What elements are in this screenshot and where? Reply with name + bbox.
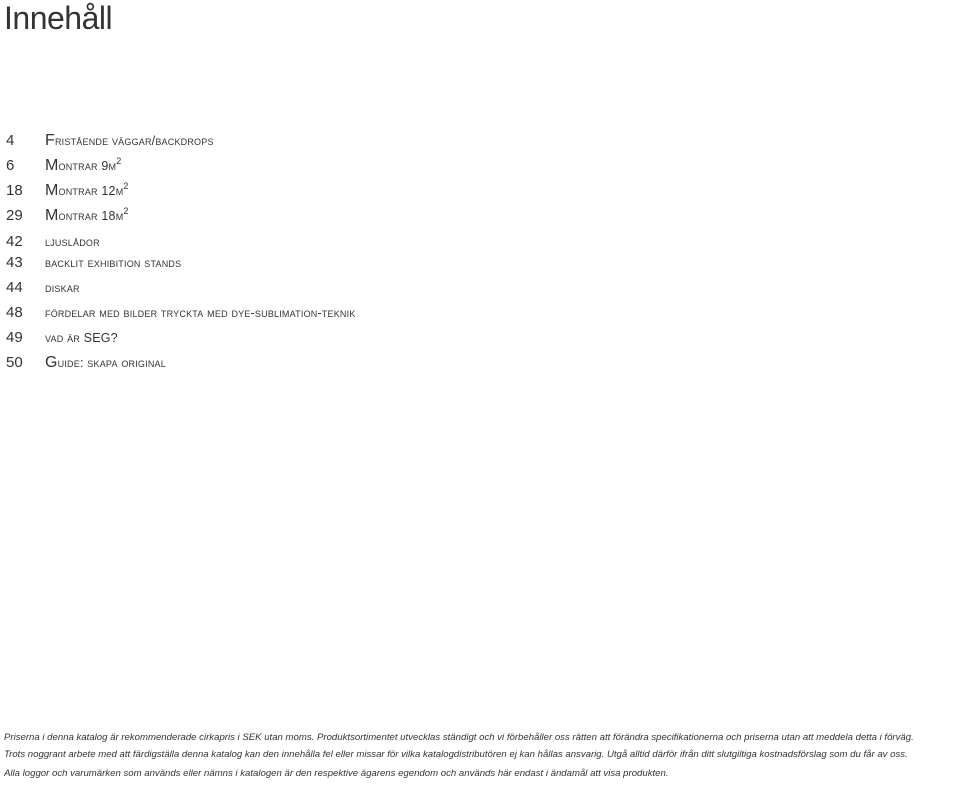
toc-page-number: 44: [6, 279, 23, 296]
toc-title: Montrar $18m^2$: [45, 206, 129, 224]
toc-page-number: 4: [6, 132, 15, 149]
toc-entry-fristaende[interactable]: [0, 126, 700, 150]
toc-page-number: 49: [6, 329, 23, 346]
toc-page-number: 29: [6, 207, 23, 224]
toc-title: Montrar $12m^2$: [45, 181, 129, 199]
toc-entry-backlit[interactable]: [0, 248, 700, 272]
toc-entry-fordelar[interactable]: [0, 298, 700, 322]
toc-title: vad är SEG?: [45, 331, 118, 345]
toc-page-number: 50: [6, 354, 23, 371]
toc-entry-montrar-12m2[interactable]: [0, 176, 700, 200]
toc-title: diskar: [45, 281, 80, 295]
disclaimer-line: Trots noggrant arbete med att färdigställa denna katalog kan den innehålla fel eller missar för vilka katalogdistributören ej kan hållas ansvarig. Utgå alltid därför ifrån ditt slutgiltiga kostnadsförslag som du får av oss.: [4, 748, 908, 760]
toc-title: fördelar med bilder tryckta med dye-sublimation-teknik: [45, 306, 356, 320]
toc-title: Fristående väggar/backdrops: [45, 132, 214, 149]
toc-entry-seg[interactable]: [0, 323, 700, 347]
toc-page-number: 48: [6, 304, 23, 321]
toc-entry-montrar-18m2[interactable]: [0, 201, 700, 225]
page-title: Innehåll: [4, 0, 113, 36]
toc-page-number: 43: [6, 254, 23, 271]
disclaimer: [4, 730, 958, 783]
toc-entry-diskar[interactable]: [0, 273, 700, 297]
toc-page-number: 6: [6, 157, 15, 174]
toc-title: Guide: skapa original: [45, 354, 166, 371]
toc-entry-montrar-9m2[interactable]: [0, 151, 700, 175]
toc-title: backlit exhibition stands: [45, 256, 182, 270]
toc-page-number: 42: [6, 233, 23, 250]
toc-title: ljuslådor: [45, 235, 100, 249]
disclaimer-line: Priserna i denna katalog är rekommenderade cirkapris i SEK utan moms. Produktsortimentet utvecklas ständigt och vi förbehåller oss rätten att förändra specifikationerna och priserna utan att meddela detta i förväg.: [4, 732, 914, 743]
toc-page-number: 18: [6, 182, 23, 199]
toc-entry-guide[interactable]: [0, 348, 700, 372]
toc-title: Montrar $9m^2$: [45, 156, 122, 174]
disclaimer-line: Alla loggor och varumärken som används eller nämns i katalogen är den respektive ägarens egendom och används här endast i ändamål att visa produkten.: [4, 768, 669, 779]
